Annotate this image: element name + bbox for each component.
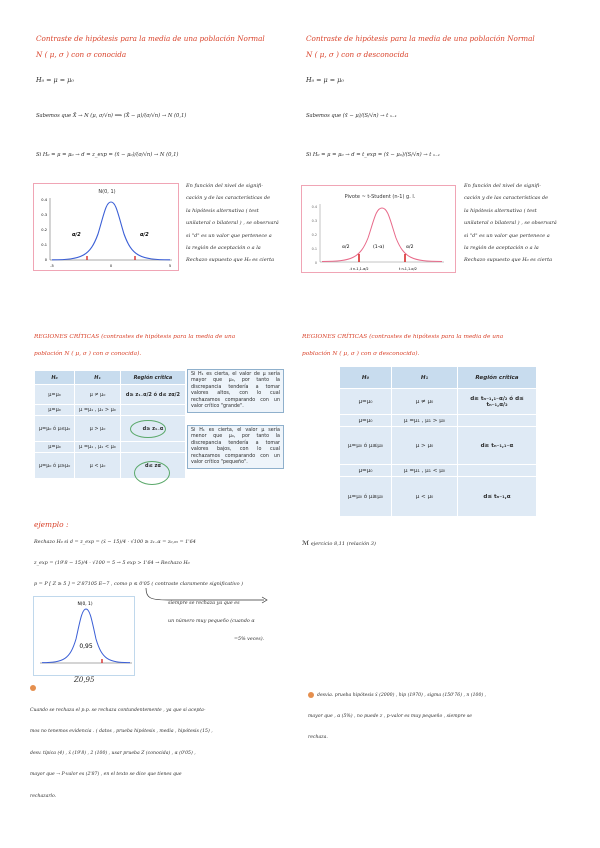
- exercise-ref-text: ejercicio 8,11 (relación 3): [310, 541, 376, 547]
- table-row: [340, 465, 537, 477]
- cell-rc: [120, 442, 185, 453]
- right-plot-title: Pivote ~ t-Student (n-1) g. l.: [344, 194, 416, 200]
- right-tick-left: -t n-1,1-α/2: [349, 267, 369, 271]
- cell-h0: μ=μ₀ ó μ≥μ₀: [35, 453, 75, 479]
- cell-h0: μ=μ₀: [35, 405, 75, 416]
- example-normal-svg: [34, 597, 136, 677]
- cell-rc: [458, 415, 537, 427]
- left-alpha-right: α/2: [140, 232, 149, 238]
- cell-h0: μ=μ₀: [35, 385, 75, 405]
- right-ytick-1: 0.3: [311, 219, 317, 223]
- left-plot-title: N(0, 1): [98, 189, 116, 195]
- right-ytick-3: 0.1: [311, 247, 317, 251]
- left-ytick-4: 0: [44, 258, 47, 262]
- left-expl-line: la hipótesis alternativa ( test: [186, 207, 259, 214]
- left-expl-line: unilateral o bilateral ) , se observará: [186, 220, 279, 227]
- cell-h1: μ =μ₁ , μ₁ > μ₀: [392, 415, 458, 427]
- cell-h1: μ ≠ μ₀: [392, 389, 458, 415]
- right-expl-line: unilateral o bilateral ) , se observará: [464, 220, 557, 227]
- regions-left-title: [34, 333, 235, 359]
- table-row: [35, 442, 186, 453]
- bottom-left-line: mos no tenemos evidencia . ( datos , prueba hipótesis , media , hipótesis (15) ,: [30, 729, 213, 734]
- left-normal-svg: [34, 184, 180, 272]
- right-ytick-2: 0.2: [311, 233, 317, 237]
- left-title-line1: Contraste de hipótesis para la media de una población Normal: [36, 34, 265, 43]
- example-normal-plot: [33, 596, 135, 676]
- cell-rc: d≤ zα: [120, 453, 185, 479]
- cell-h1: μ < μ₀: [392, 477, 458, 517]
- cell-h1: μ =μ₁ , μ₁ > μ₀: [75, 405, 121, 416]
- bottom-left-line: desv. típica (4) , x̄ (19'8) , 2 (100) , usar prueba Z (conocida) , α (0'05) ,: [30, 750, 196, 756]
- example-normal-curve: [42, 609, 130, 663]
- left-alpha-left: α/2: [72, 232, 81, 238]
- right-expl-line: cación y de las características de: [464, 195, 549, 202]
- cell-rc: d≥ tₙ₋₁,₁₋α/₂ ó d≤ tₙ₋₁,α/₂: [458, 389, 537, 415]
- table-header-row: [340, 367, 537, 389]
- cell-h0: μ=μ₀ ó μ≥μ₀: [340, 477, 392, 517]
- right-si: Si H₀ = μ = μ₀ → d = t_exp = (x̄ − μ₀)/(S/√n) → t ₙ₋₁: [306, 152, 440, 158]
- example-side-note: [168, 595, 264, 649]
- example-line3: p = P [ Z ≥ 5 ] = 2'87105 E−7 , como p ≤ 0'05 ( contraste claramente significativo ): [34, 581, 243, 587]
- cell-h0: μ=μ₀: [35, 442, 75, 453]
- bottom-right-line: mayor que , α (5%) , no puede z , p-valor es muy pequeño , siempre se: [308, 714, 472, 719]
- header-h1: H₁: [392, 367, 458, 389]
- cell-h1: μ =μ₁ , μ₁ < μ₀: [392, 465, 458, 477]
- highlight-oval-upper: [130, 420, 166, 438]
- right-alpha-left: α/2: [342, 245, 350, 250]
- bottom-right-text: desvia. prueba hipótesis x̄ (2000) , hip (1970) , sigma (150'76) , n (100) ,: [317, 693, 487, 698]
- bottom-right-notes: [308, 685, 486, 748]
- right-t-curve: [322, 208, 442, 262]
- table-row: [340, 477, 537, 517]
- right-conf-center: (1-α): [373, 245, 385, 250]
- example-z-label: Z0,95: [74, 676, 95, 684]
- right-title: [306, 34, 535, 60]
- regions-right-table-wrap: [339, 366, 537, 517]
- cell-h0: μ=μ₀: [340, 465, 392, 477]
- cell-rc: [120, 405, 185, 416]
- exercise-ref: [302, 540, 376, 547]
- left-expl-line: si "d" es un valor que pertenece a: [186, 232, 272, 239]
- cell-h1: μ > μ₀: [75, 416, 121, 442]
- regions-right-title-line2: población N ( μ, σ ) con σ desconocida).: [302, 351, 420, 357]
- bottom-right-line: [308, 685, 486, 706]
- right-t-plot: [301, 185, 456, 273]
- left-expl-line: cación y de las características de: [186, 195, 271, 202]
- header-h0: H₀: [35, 371, 75, 385]
- cell-h0: μ=μ₀: [340, 415, 392, 427]
- right-expl-line: la región de aceptación o a la: [464, 245, 539, 252]
- header-h0: H₀: [340, 367, 392, 389]
- left-normal-plot: [33, 183, 179, 271]
- left-ytick-0: 0.4: [41, 198, 47, 202]
- regions-right-table: [339, 366, 537, 517]
- left-title: [36, 34, 265, 60]
- right-tick-right: t n-1,1-α/2: [399, 267, 417, 271]
- left-si: Si H₀ = μ = μ₀ → d = z_exp = (x̄ − μ₀)/(σ/√n) → N (0,1): [36, 152, 179, 158]
- bottom-right-line: rechaza.: [308, 735, 328, 740]
- highlight-oval-lower: [134, 461, 170, 485]
- note-upper: Si H₁ es cierta, el valor de μ sería mayor que μ₀, por tanto la discrepancia tendería a tomar valores altos, con lo cual rechazamos comparando con un valor crítico "grande".: [187, 369, 284, 413]
- right-ytick-4: 0: [314, 261, 317, 265]
- bottom-left-line: rechazarlo.: [30, 793, 57, 799]
- left-ytick-1: 0.3: [41, 213, 47, 217]
- left-expl-line: la región de aceptación o a la: [186, 245, 261, 252]
- header-h1: H₁: [75, 371, 121, 385]
- right-expl-line: la hipótesis alternativa ( test: [464, 207, 537, 214]
- left-explanation: [186, 180, 279, 267]
- header-rc: Región crítica: [458, 367, 537, 389]
- left-sabemos: Sabemos que X̄ → N (μ, σ/√n) ⟹ (X̄ − μ)/(σ/√n) → N (0,1): [36, 113, 187, 119]
- cell-rc: d≥ z₁₋α: [120, 416, 185, 442]
- cell-h1: μ > μ₀: [392, 427, 458, 465]
- example-center-label: 0,95: [79, 643, 93, 650]
- bullet-dot-icon: [30, 685, 36, 691]
- table-row: [35, 385, 186, 405]
- regions-left-title-line2: población N ( μ, σ ) con σ conocida).: [34, 351, 142, 357]
- left-title-line2: N ( μ, σ ) con σ conocida: [36, 50, 127, 59]
- example-title: ejemplo :: [34, 520, 69, 529]
- side-note-line2: un número muy pequeño (cuando α: [168, 619, 255, 624]
- left-h0: H₀ = μ = μ₀: [36, 76, 74, 84]
- right-title-line1: Contraste de hipótesis para la media de una población Normal: [306, 34, 535, 43]
- cell-rc: d≤ tₙ₋₁,α: [458, 477, 537, 517]
- bullet-dot-icon: [308, 692, 314, 698]
- left-xtick-2: 5: [168, 264, 172, 268]
- bottom-left-line: mayor que → P-valor es (2'87) , en el texto se dice que tienes que: [30, 772, 182, 777]
- regions-right-title: [302, 333, 503, 359]
- cell-rc: d≥ tₙ₋₁,₁₋α: [458, 427, 537, 465]
- example-line2: z_exp = (19'8 − 15)/4 · √100 = 5 → 5 exp > 1'64 → Rechazo H₀: [34, 560, 190, 566]
- right-expl-line: Rechazo supuesto que H₀ es cierta: [464, 257, 553, 264]
- example-line1: Rechazo H₀ si d = z_exp = (x̄ − 15)/4 · √100 ≥ z₁₋α = z₀,₉₅ = 1'64: [34, 539, 196, 545]
- table-row: [340, 427, 537, 465]
- cell-h0: μ=μ₀: [340, 389, 392, 415]
- left-xtick-0: -5: [50, 264, 54, 268]
- right-explanation: [464, 180, 557, 267]
- table-row: [340, 389, 537, 415]
- right-h0: H₀ = μ = μ₀: [306, 76, 344, 84]
- right-t-svg: [302, 186, 457, 274]
- left-expl-line: En función del nivel de signifi-: [186, 183, 264, 189]
- left-expl-line: Rechazo supuesto que H₀ es cierta: [186, 257, 275, 264]
- side-note-line3: =5% veces).: [234, 637, 265, 642]
- cell-rc: d≥ z₁₋α/2 ó d≤ zα/2: [120, 385, 185, 405]
- right-expl-line: En función del nivel de signifi-: [464, 183, 542, 189]
- right-alpha-right: α/2: [406, 245, 414, 250]
- table-header-row: [35, 371, 186, 385]
- left-ytick-2: 0.2: [41, 228, 47, 232]
- bottom-left-line: Cuando se rechaza el p.p. se rechaza contundentemente , ya que si acepta-: [30, 707, 206, 713]
- cell-h0: μ=μ₀ ó μ≤μ₀: [35, 416, 75, 442]
- cell-h0: μ=μ₀ ó μ≤μ₀: [340, 427, 392, 465]
- left-normal-curve: [52, 202, 170, 260]
- right-ytick-0: 0.4: [311, 205, 317, 209]
- example-plot-title: N(0, 1): [77, 602, 93, 607]
- cell-h1: μ =μ₁ , μ₁ < μ₀: [75, 442, 121, 453]
- table-row: [340, 415, 537, 427]
- cell-h1: μ < μ₀: [75, 453, 121, 479]
- cell-h1: μ ≠ μ₀: [75, 385, 121, 405]
- right-sabemos: Sabemos que (x̄ − μ)/(S/√n) → t ₙ₋₁: [306, 113, 397, 119]
- right-expl-line: si "d" es un valor que pertenece a: [464, 232, 550, 239]
- bottom-left-notes: [30, 678, 213, 807]
- header-rc: Región crítica: [120, 371, 185, 385]
- regions-right-title-line1: REGIONES CRÍTICAS (contrastes de hipótesis para la media de una: [302, 334, 504, 340]
- exercise-ref-icon: ℳ: [302, 540, 310, 547]
- cell-rc: [458, 465, 537, 477]
- regions-left-title-line1: REGIONES CRÍTICAS (contrastes de hipótesis para la media de una: [34, 334, 236, 340]
- note-lower: Si H₁ es cierta, el valor μ sería menor que μ₀, por tanto la discrepancia tendería a tomar valores bajos, con lo cual rechazamos comparando con un valor crítico "pequeño".: [187, 425, 284, 469]
- table-row: [35, 405, 186, 416]
- side-note-line1: siempre se rechaza ya que es: [168, 601, 240, 606]
- right-title-line2: N ( μ, σ ) con σ desconocida: [306, 50, 409, 59]
- left-ytick-3: 0.1: [41, 243, 47, 247]
- left-xtick-1: 0: [109, 264, 113, 268]
